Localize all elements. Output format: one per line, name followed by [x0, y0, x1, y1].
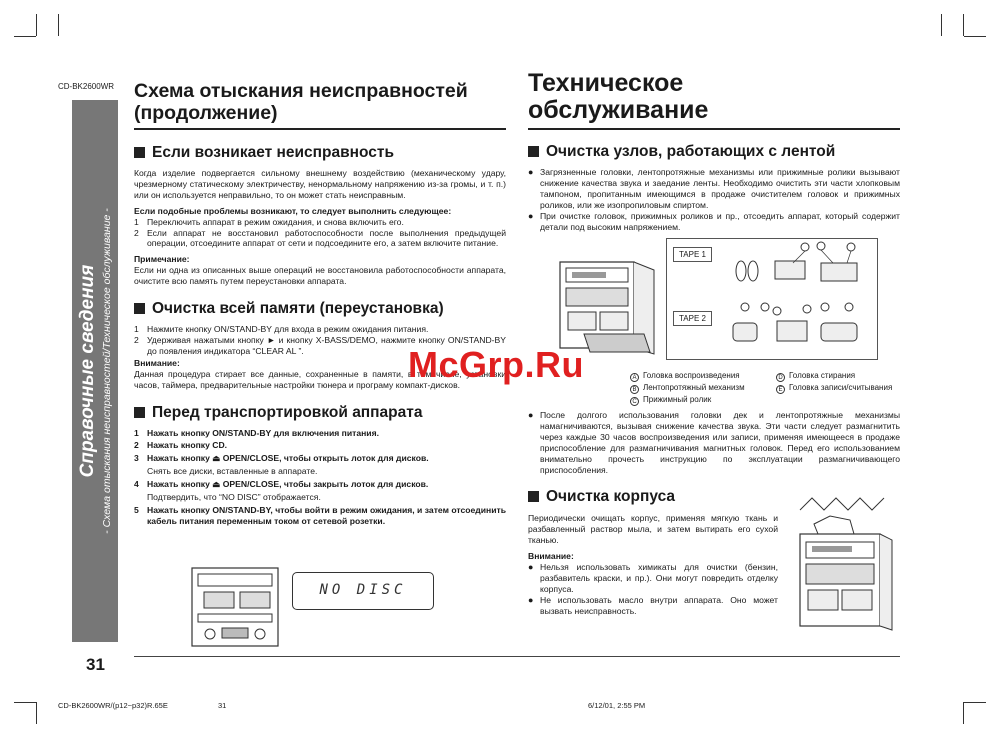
tape1-label: TAPE 1 — [673, 247, 712, 262]
page-number: 31 — [86, 655, 105, 674]
case-cleaning-illustration — [792, 494, 896, 634]
square-bullet-icon — [134, 147, 145, 158]
section-heading-tape-cleaning: Очистка узлов, работающих с лентой — [528, 142, 900, 161]
tape2-label: TAPE 2 — [673, 311, 712, 326]
title-divider — [134, 128, 506, 130]
malfunction-intro: Когда изделие подвергается сильному внешнему воздействию (механическому удару, чрезмерному статическому электричеству, ненормальному напряжению из-за громы, и т. п.) или он используется неправильно, то он может стать неисправным. — [134, 168, 506, 200]
list-item: 1 Нажмите кнопку ON/STAND-BY для входа в режим ожидания питания. — [134, 324, 429, 335]
list-item: 1 Нажать кнопку ON/STAND-BY для включения питания. — [134, 427, 379, 438]
list-item: ● При очистке головок, прижимных роликов и пр., отсоедить аппарат, который содержит детали под высоким напряжением. — [528, 210, 900, 232]
case-cleaning-intro: Периодически очищать корпус, применяя мягкую ткань и разбавленный раствор мыла, и затем вытирать его сухой тканью. — [528, 513, 778, 546]
warning-label: Внимание: — [528, 551, 574, 562]
list-item: ● Не использовать масло внутри аппарата. Оно может вызвать неисправность. — [528, 594, 778, 616]
tape-deck-illustration — [554, 256, 662, 356]
lcd-display-no-disc: NO DISC — [292, 572, 434, 610]
square-bullet-icon — [134, 407, 145, 418]
tape-heads-diagram — [666, 238, 878, 360]
title-divider — [528, 128, 900, 130]
list-item: 4 Нажать кнопку ⏏ OPEN/CLOSE, чтобы закрыть лоток для дисков. — [134, 479, 429, 490]
footer-page: 31 — [218, 701, 227, 710]
diagram-legend: A Головка воспроизведения D Головка стирания B Лентопротяжный механизм E Головка записи/считывания C Прижимный ролик — [630, 370, 920, 406]
square-bullet-icon — [528, 491, 539, 502]
section-heading-malfunction: Если возникает неисправность — [134, 143, 506, 162]
list-item: ● Нельзя использовать химикаты для очистки (бензин, разбавитель краски, и пр.). Они могут повредить отделку корпуса. — [528, 562, 778, 594]
list-item: 2 Если аппарат не восстановил работоспособности после выполнения предыдущей операции, отсоедините аппарат от сети и подсоедините его, а затем включите питание. — [134, 227, 506, 249]
section-sidebar — [72, 100, 118, 642]
model-label: CD-BK2600WR — [58, 82, 115, 91]
right-column — [528, 70, 900, 232]
steps-heading: Если подобные проблемы возникают, то следует выполнить следующее: — [134, 205, 452, 216]
square-bullet-icon — [528, 146, 539, 157]
note-label: Примечание: — [134, 254, 190, 265]
list-item: ● Загрязненные головки, лентопротяжные механизмы или прижимные ролики вызывают снижение качества звука и заедание ленты. Необходимо очистить эти части хлопковым тампоном, пропитанным имеющимся в продаже очистителем головок и прижимных роликов, или же изопропиловым спиртом. — [528, 167, 900, 210]
section-heading-reset: Очистка всей памяти (переустановка) — [134, 299, 506, 318]
list-item: ● После долгого использования головки дек и лентопротяжные механизмы намагничиваются, вызывая снижение качества звука. Эти части следует размагнитить через каждые 30 часов воспроизведения или записи, применяя имеющееся в продаже приспособление для размагничивания магнитных головок. Перед его использованием внимательно прочесть инструкцию по эксплуатации размагничивающего приспособления. — [528, 410, 900, 475]
section-heading-transport: Перед транспортировкой аппарата — [134, 403, 506, 422]
watermark: McGrp.Ru — [408, 344, 585, 385]
left-column — [134, 80, 506, 527]
list-item: 1 Переключить аппарат в режим ожидания, и снова включить его. — [134, 216, 404, 227]
bottom-divider — [134, 656, 900, 657]
warning-text: Данная процедура стирает все данные, сохраненные в памяти, в том числе, установки часов, таймера, предварительные настройки тюнера и програму компакт-дисков. — [134, 368, 506, 390]
section-heading-case-cleaning: Очистка корпуса — [528, 487, 900, 506]
list-item-note: Снять все диски, вставленные в аппарате. — [147, 466, 318, 477]
note-text: Если ни одна из описанных выше операций не восстановила работоспособности аппарата, очистите всю память путем переустановки аппарата. — [134, 265, 506, 287]
footer-filename: CD-BK2600WR/(p12~p32)R.65E — [58, 701, 168, 710]
right-page-title: Техническое обслуживание — [528, 69, 709, 124]
list-item: 2 Удерживая нажатыми кнопку ► и кнопку X-BASS/DEMO, нажмите кнопку ON/STAND-BY до появления индикатора “CLEAR AL ”. — [134, 334, 506, 356]
list-item: 2 Нажать кнопку CD. — [134, 440, 228, 451]
footer-date: 6/12/01, 2:55 PM — [588, 701, 646, 710]
stereo-unit-illustration — [190, 566, 282, 648]
sidebar-main-title: Справочные сведения — [77, 264, 98, 478]
list-item-note: Подтвердить, что “NO DISC” отображается. — [147, 492, 321, 503]
square-bullet-icon — [134, 303, 145, 314]
warning-label: Внимание: — [134, 357, 180, 368]
list-item: 3 Нажать кнопку ⏏ OPEN/CLOSE, чтобы открыть лоток для дисков. — [134, 453, 429, 464]
sidebar-subtitle: - Схема отыскания неисправностей/Техническое обслуживание - — [101, 208, 113, 534]
left-page-title: Схема отыскания неисправностей (продолжение) — [134, 80, 468, 124]
list-item: 5 Нажать кнопку ON/STAND-BY, чтобы войти в режим ожидания, и затем отсоединить кабель питания переменным током от сетевой розетки. — [134, 504, 506, 526]
